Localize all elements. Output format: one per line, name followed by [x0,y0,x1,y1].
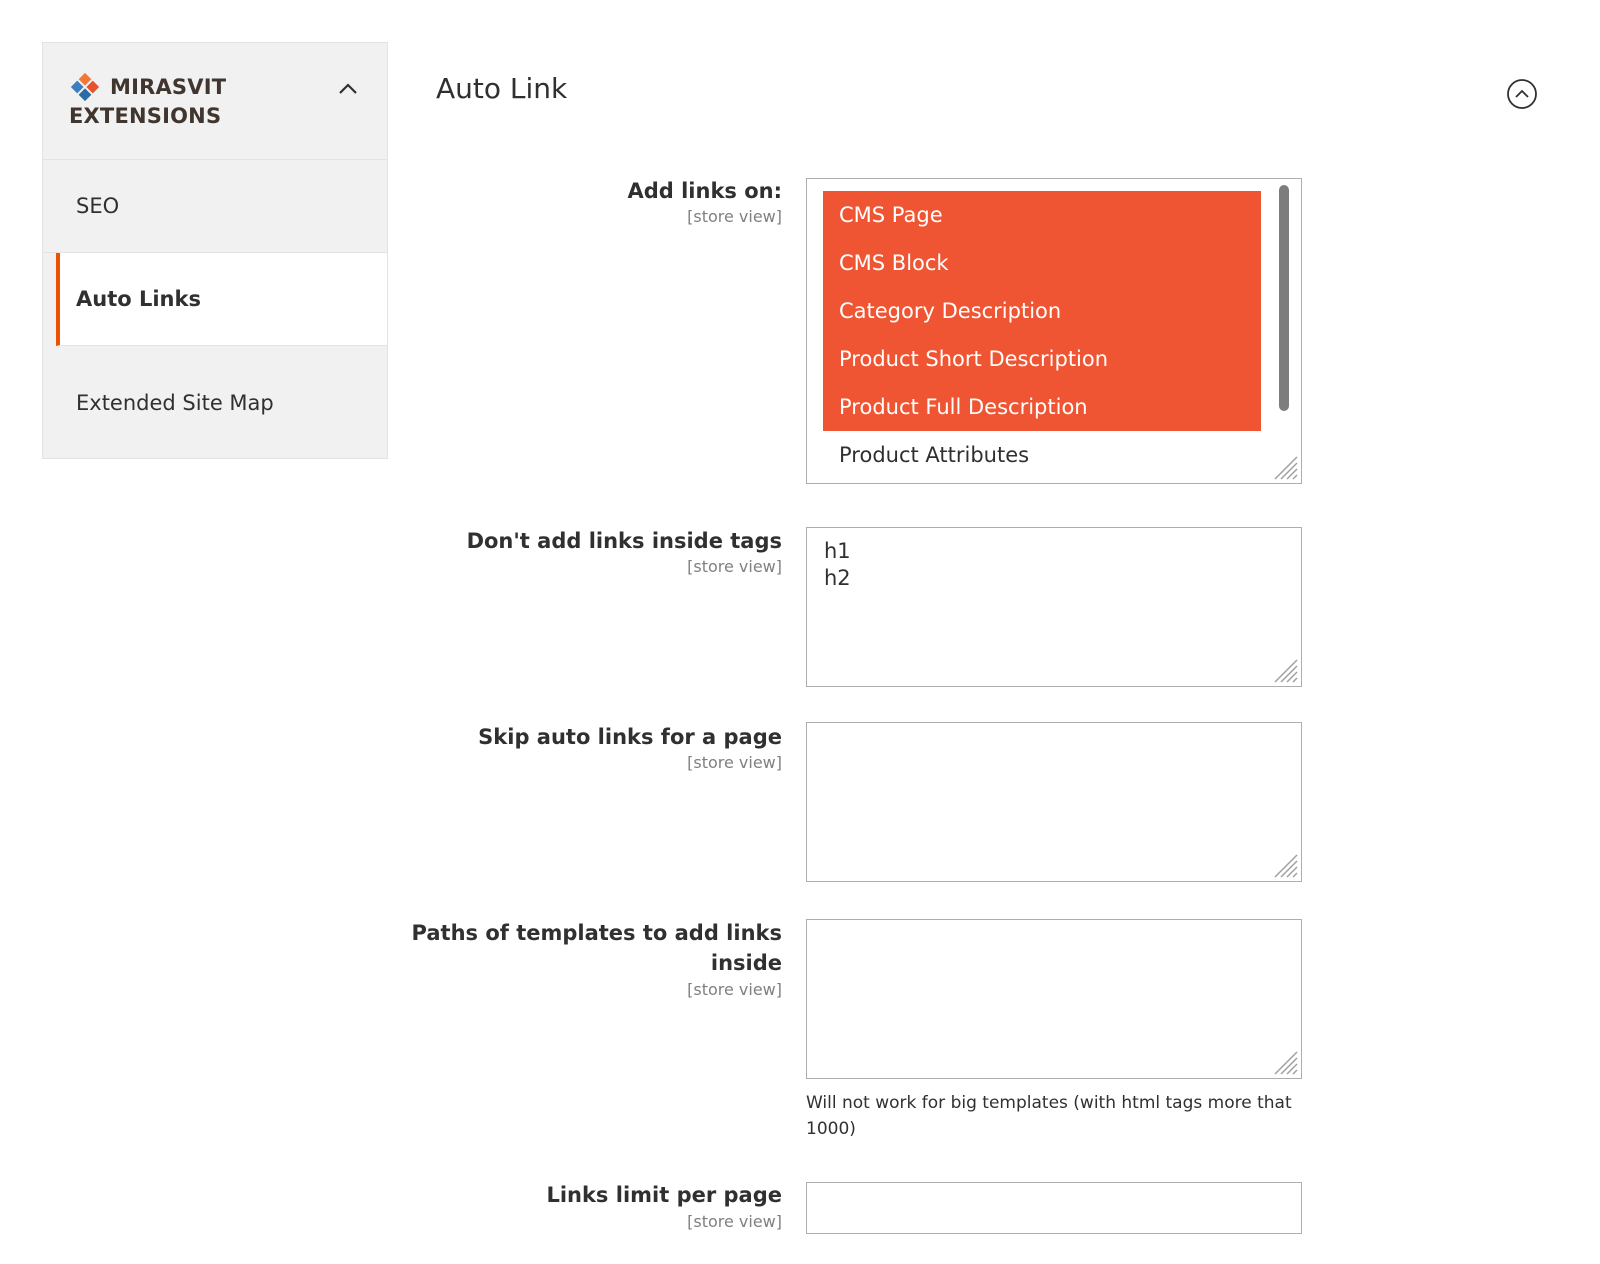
template-paths-scope: [store view] [687,980,782,999]
multiselect-scrollbar[interactable] [1279,185,1289,411]
resize-handle-icon[interactable] [1271,453,1299,481]
multiselect-options [823,191,1261,479]
sidebar-item-seo[interactable] [43,160,387,253]
add-links-on-scope: [store view] [687,207,782,226]
option-product-attributes[interactable]: Product Attributes [839,443,1030,467]
skip-page-textarea[interactable] [806,722,1302,882]
sidebar-item-label: Extended Site Map [76,391,274,415]
add-links-on-label: Add links on: [627,179,782,203]
sidebar-item-label: SEO [76,194,120,218]
skip-tags-scope: [store view] [687,557,782,576]
template-paths-label-line1: Paths of templates to add links [411,921,782,945]
template-paths-label [412,918,782,978]
circle-chevron-up-icon[interactable] [1506,78,1538,110]
skip-tags-textarea[interactable] [806,527,1302,687]
option-cms-block[interactable]: CMS Block [823,239,1261,287]
sidebar-item-auto-links[interactable] [56,253,387,346]
skip-tags-label: Don't add links inside tags [466,529,782,553]
sidebar-title-line1: MIRASVIT [110,75,227,99]
option-category-description[interactable]: Category Description [823,287,1261,335]
add-links-on-multiselect[interactable] [806,178,1302,484]
resize-handle-icon[interactable] [1271,1048,1299,1076]
option-product-full-description[interactable]: Product Full Description [823,383,1261,431]
config-sidebar [42,42,388,459]
sidebar-group-title [69,73,289,131]
option-product-short-description[interactable]: Product Short Description [823,335,1261,383]
option-cms-page[interactable]: CMS Page [823,191,1261,239]
links-limit-label: Links limit per page [546,1183,782,1207]
sidebar-item-extended-site-map[interactable] [43,346,387,458]
resize-handle-icon[interactable] [1271,656,1299,684]
skip-tags-value: h1 h2 [824,539,851,590]
sidebar-group-header[interactable] [43,43,387,160]
template-paths-note: Will not work for big templates (with html tags more that 1000) [806,1093,1292,1139]
template-paths-textarea[interactable] [806,919,1302,1079]
sidebar-title-line2: EXTENSIONS [69,104,222,128]
template-paths-label-line2: inside [710,951,782,975]
skip-page-label: Skip auto links for a page [478,725,782,749]
skip-page-scope: [store view] [687,753,782,772]
sidebar-item-label: Auto Links [76,287,201,311]
links-limit-input[interactable] [806,1182,1302,1234]
section-title[interactable]: Auto Link [436,72,568,105]
links-limit-scope: [store view] [687,1212,782,1231]
resize-handle-icon[interactable] [1271,851,1299,879]
chevron-up-icon[interactable] [337,81,359,97]
